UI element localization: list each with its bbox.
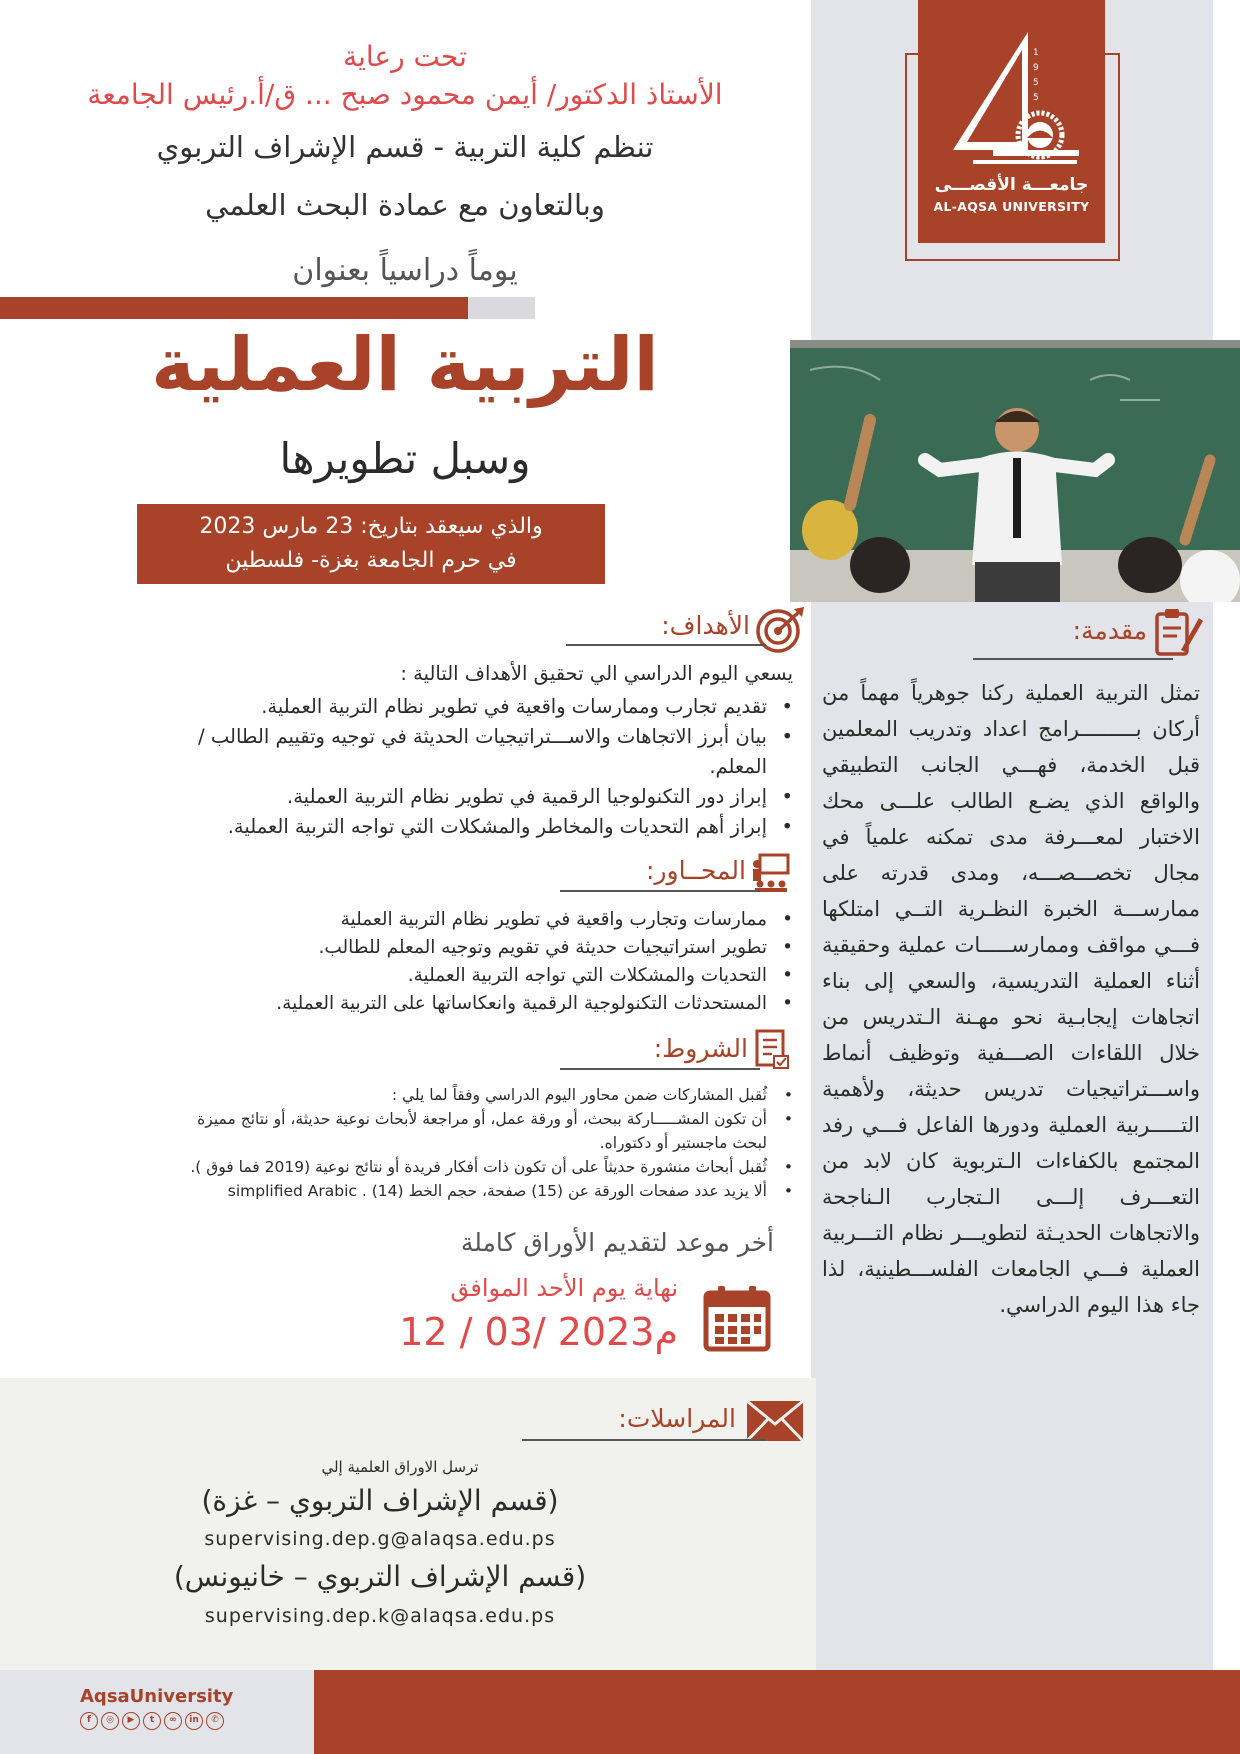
deadline-label: أخر موعد لتقديم الأوراق كاملة — [460, 1228, 774, 1257]
event-date: والذي سيعقد بتاريخ: 23 مارس 2023 — [199, 514, 543, 539]
list-item: • بيان أبرز الاتجاهات والاســـتراتيجيات الحديثة في توجيه وتقييم الطالب / — [20, 722, 793, 752]
university-logo — [918, 0, 1105, 243]
divider — [566, 644, 766, 646]
divider — [560, 890, 760, 892]
intro-heading-text: مقدمة: — [1072, 616, 1147, 645]
sub-title: وسبل تطويرها — [279, 434, 531, 483]
axes-list — [20, 906, 793, 1018]
list-item: • المستحدثات التكنولوجية الرقمية وانعكاساتها على التربية العملية. — [20, 990, 793, 1018]
list-item: • ثُقبل المشاركات ضمن محاور اليوم الدراسي وفقاً لما يلي : — [20, 1083, 793, 1107]
list-item: • إبراز أهم التحديات والمخاطر والمشكلات التي تواجه التربية العملية. — [20, 812, 793, 842]
patron-line-2: الأستاذ الدكتور/ أيمن محمود صبح ... ق/أ.رئيس الجامعة — [87, 78, 723, 111]
presentation-board-icon — [750, 852, 790, 892]
email-gaza[interactable]: supervising.dep.g@alaqsa.edu.ps — [204, 1528, 556, 1550]
contact-heading-text: المراسلات: — [618, 1404, 736, 1433]
youtube-icon[interactable]: ▶ — [122, 1712, 140, 1730]
calendar-icon — [702, 1283, 772, 1353]
decorative-bar-light — [468, 297, 535, 319]
linkedin-icon[interactable]: in — [185, 1712, 203, 1730]
list-item-text: المعلم. — [709, 755, 767, 778]
envelope-icon — [744, 1398, 806, 1444]
event-place: في حرم الجامعة بغزة- فلسطين — [225, 548, 517, 573]
list-item: • أن تكون المشـــــاركة ببحث، أو ورقة عمل، أو مراجعة لأبحاث نوعية حديثة، أو نتائج مميزة — [20, 1107, 793, 1131]
deadline-date: 12 / 03/ 2023م — [399, 1310, 678, 1354]
divider — [522, 1439, 766, 1441]
divider — [560, 1068, 760, 1070]
social-account-name: AqsaUniversity — [80, 1686, 234, 1707]
conditions-heading — [548, 1026, 790, 1070]
divider — [973, 658, 1173, 660]
svg-text:1: 1 — [1033, 48, 1039, 58]
list-item: • ألا يزيد عدد صفحات الورقة عن (15) صفحة، حجم الخط (14) . simplified Arabic — [20, 1179, 793, 1203]
deadline-note: نهاية يوم الأحد الموافق — [450, 1274, 678, 1302]
svg-text:5: 5 — [1033, 78, 1039, 88]
event-date-box — [137, 504, 605, 584]
logo-name-english: AL-AQSA UNIVERSITY — [933, 199, 1090, 214]
twitter-icon[interactable]: t — [143, 1712, 161, 1730]
university-emblem-icon — [943, 30, 1080, 170]
classroom-photo — [790, 340, 1240, 602]
svg-text:9: 9 — [1033, 63, 1039, 73]
department-khanyounis: (قسم الإشراف التربوي – خانيونس) — [173, 1560, 587, 1593]
list-item: • التحديات والمشكلات التي تواجه التربية العملية. — [20, 962, 793, 990]
patron-line-1: تحت رعاية — [343, 40, 467, 73]
axes-heading-text: المحــاور: — [646, 856, 746, 885]
email-khanyounis[interactable]: supervising.dep.k@alaqsa.edu.ps — [204, 1605, 556, 1627]
list-item: • ثُقبل أبحاث منشورة حديثاً على أن تكون ذات أفكار فريدة أو نتائج نوعية (2019 فما فوق ). — [20, 1155, 793, 1179]
conditions-list — [20, 1083, 793, 1203]
axes-heading — [548, 848, 790, 892]
goals-list — [20, 692, 793, 842]
main-title: التربية العملية — [151, 322, 659, 408]
intro-heading — [943, 606, 1203, 650]
flickr-icon[interactable]: ∞ — [164, 1712, 182, 1730]
send-label: ترسل الاوراق العلمية إلي — [321, 1458, 479, 1476]
organizer-line-2: وبالتعاون مع عمادة البحث العلمي — [205, 188, 605, 222]
goals-intro: يسعي اليوم الدراسي الي تحقيق الأهداف التالية : — [400, 662, 793, 685]
organizer-line-1: تنظم كلية التربية - قسم الإشراف التربوي — [156, 130, 654, 164]
list-item-continuation — [20, 752, 793, 782]
list-item-text: لبحث ماجستير أو دكتوراه. — [599, 1134, 767, 1152]
logo-name-arabic: جامعـــة الأقصـــى — [934, 175, 1089, 195]
list-item: • تقديم تجارب وممارسات واقعية في تطوير نظام التربية العملية. — [20, 692, 793, 722]
target-icon — [754, 603, 806, 655]
checklist-icon — [754, 1028, 790, 1070]
instagram-icon[interactable]: ◎ — [101, 1712, 119, 1730]
decorative-bar — [0, 297, 468, 319]
whatsapp-icon[interactable]: ✆ — [206, 1712, 224, 1730]
list-item: • ممارسات وتجارب واقعية في تطوير نظام التربية العملية — [20, 906, 793, 934]
intro-paragraph: تمثل التربية العملية ركنا جوهرياً مهماً من أركان بـــــــــرامج اعداد وتدريب المعلمين قبل الخدمة، فهـــي الجانب التطبيقي والواقع الذي يضـع الطالب علـــى محك الاختبار لمعـــرفة مدى تمكنه علمياً في مجال تخصـــصـــه، ومدى قدرته على ممارســـة الخبرة النظـرية التــي امتلكها فـــي مواقف وممارســـــات عملية وحقيقية أثناء العملية التدريسية، والسعي إلى بناء اتجاهات إيجابـية نحو مهـنة الـتدريس من خلال اللقاءات الصـــفية وتوظيف أنماط واســـتراتيجيات تدريس حديثة، ولأهمية التـــــربية العملية ودورها الفاعل فـــي رفد المجتمع بالكفاءات الـتربوية كان لابد من التعـــرف إلـــى الـتجارب الـناجحة والاتجاهات الحديـثة لتطويـــر نظام التـــربية العملية فـــي الجامعات الفلســـطينية، لذا جاء هذا اليوم الدراسي. — [822, 681, 1200, 1317]
contact-heading — [522, 1398, 806, 1442]
facebook-icon[interactable]: f — [80, 1712, 98, 1730]
list-item-continuation — [20, 1131, 793, 1155]
department-gaza: (قسم الإشراف التربوي – غزة) — [201, 1484, 559, 1517]
goals-heading — [548, 603, 806, 647]
list-item: • إبراز دور التكنولوجيا الرقمية في تطوير نظام التربية العملية. — [20, 782, 793, 812]
list-item: • تطوير استراتيجيات حديثة في تقويم وتوجيه المعلم للطالب. — [20, 934, 793, 962]
svg-text:5: 5 — [1033, 93, 1039, 103]
goals-heading-text: الأهداف: — [661, 611, 750, 640]
clipboard-pen-icon — [1151, 606, 1203, 658]
social-icons — [80, 1712, 224, 1730]
footer-bar — [314, 1670, 1240, 1754]
day-label: يوماً دراسياً بعنوان — [292, 253, 518, 288]
conditions-heading-text: الشروط: — [653, 1034, 748, 1063]
